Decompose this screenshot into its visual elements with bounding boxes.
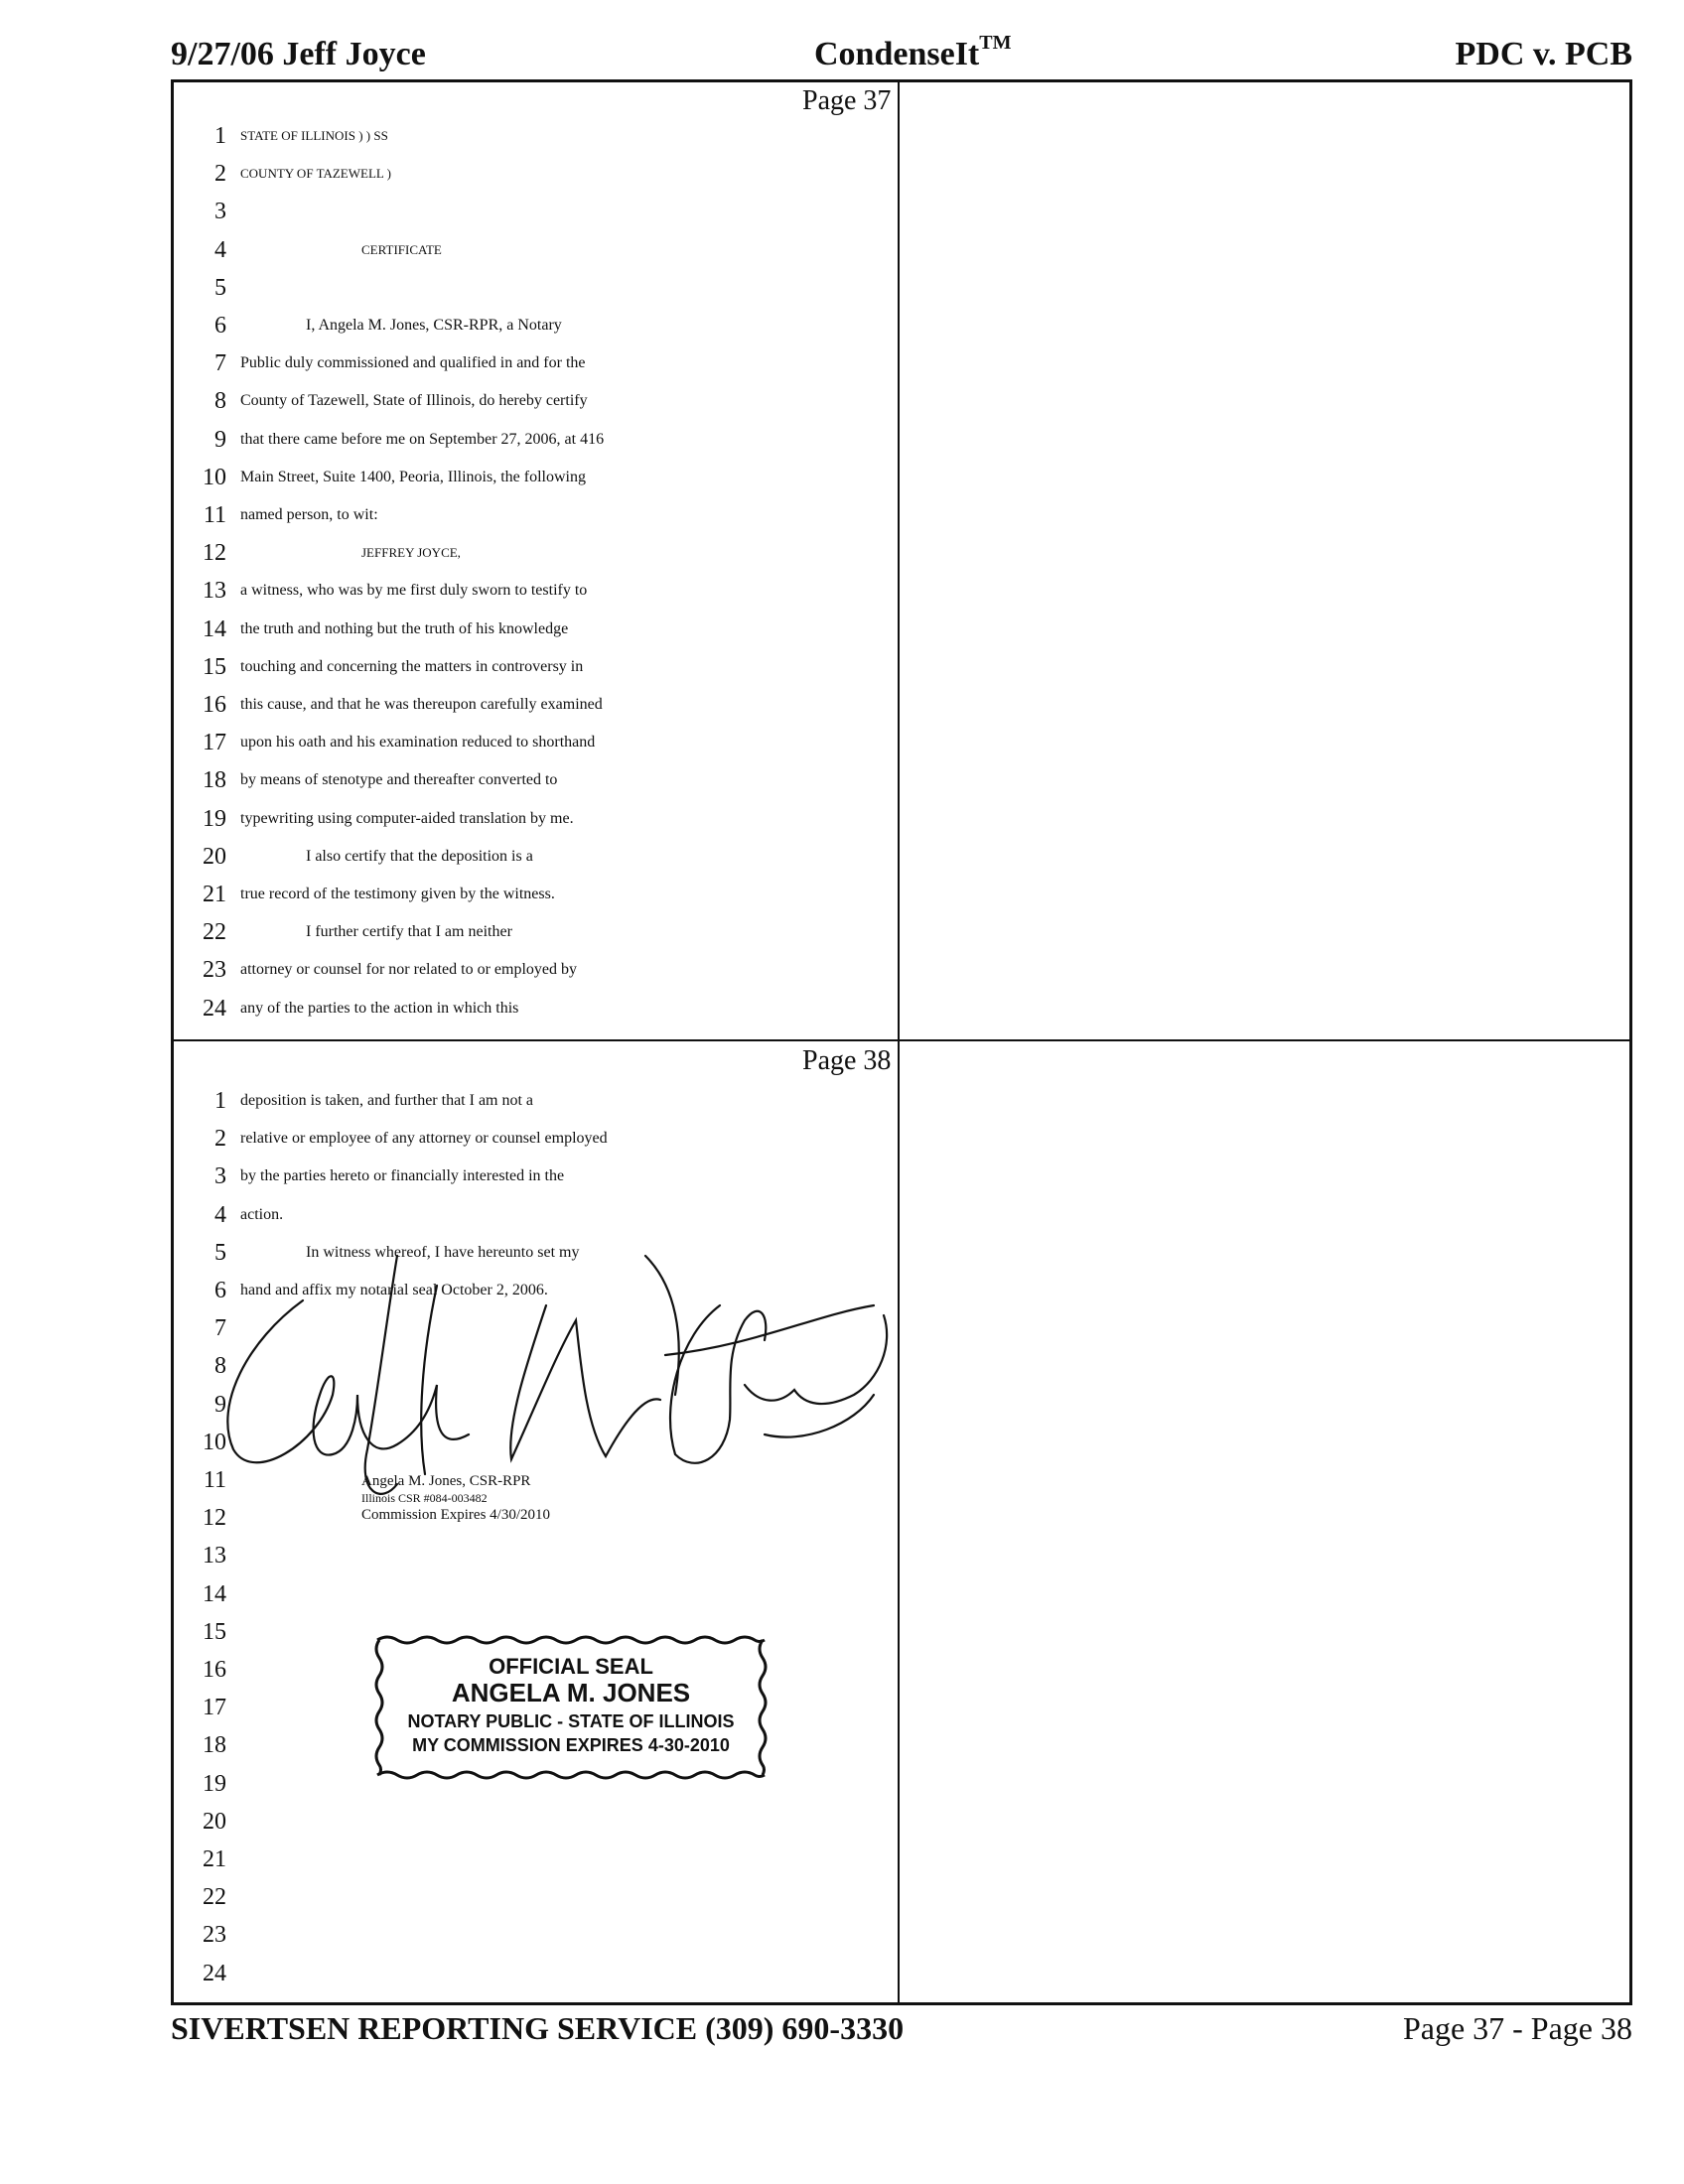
line-text: I also certify that the deposition is a: [306, 847, 533, 865]
line-number: 15: [203, 653, 226, 680]
line-text: by the parties hereto or financially interested in the: [240, 1167, 565, 1185]
line-number: 11: [203, 502, 226, 528]
line-number: 23: [203, 957, 226, 984]
line-number: 24: [203, 1960, 226, 1986]
line-number: 20: [203, 843, 226, 870]
line-text: that there came before me on September 27, 2006, at 416: [240, 430, 605, 448]
seal-line-2: ANGELA M. JONES: [451, 1678, 691, 1707]
signer-name: Angela M. Jones, CSR-RPR: [361, 1473, 531, 1489]
line-number: 22: [203, 1884, 226, 1911]
line-text: typewriting using computer-aided translation by me.: [240, 809, 574, 827]
seal-line-3: NOTARY PUBLIC - STATE OF ILLINOIS: [407, 1711, 735, 1731]
line-text: hand and affix my notarial seal October 2, 2006.: [240, 1282, 548, 1298]
line-number: 9: [214, 1391, 226, 1418]
header-date-name: 9/27/06 Jeff Joyce: [171, 36, 426, 72]
page-divider: [171, 1039, 1632, 1041]
line-text: I, Angela M. Jones, CSR-RPR, a Notary: [306, 317, 562, 334]
handwritten-signature: [209, 1246, 894, 1524]
line-number: 11: [203, 1467, 226, 1493]
line-text: action.: [240, 1205, 284, 1223]
line-number: 3: [214, 199, 226, 225]
line-number: 22: [203, 919, 226, 946]
line-number: 2: [214, 161, 226, 188]
column-divider: [898, 79, 900, 2005]
footer-service: SIVERTSEN REPORTING SERVICE (309) 690-3330: [171, 2010, 905, 2046]
line-number: 2: [214, 1126, 226, 1153]
line-number: 13: [203, 578, 226, 605]
line-text: COUNTY OF TAZEWELL ): [240, 166, 391, 182]
line-number: 10: [203, 1429, 226, 1455]
line-number: 5: [214, 1239, 226, 1266]
line-number: 20: [203, 1808, 226, 1835]
line-number: 18: [203, 767, 226, 794]
notary-seal-stamp: [373, 1634, 769, 1781]
line-text: deposition is taken, and further that I am not a: [240, 1092, 534, 1109]
line-text: touching and concerning the matters in controversy in: [240, 657, 584, 675]
line-number: 17: [203, 1695, 226, 1721]
line-number: 14: [203, 1580, 226, 1607]
line-number: 6: [214, 313, 226, 339]
line-text: STATE OF ILLINOIS ) ) SS: [240, 128, 388, 143]
line-text: In witness whereof, I have hereunto set my: [306, 1243, 580, 1261]
line-number: 17: [203, 730, 226, 756]
line-text: relative or employee of any attorney or counsel employed: [240, 1130, 608, 1148]
seal-line-4: MY COMMISSION EXPIRES 4-30-2010: [412, 1735, 730, 1755]
line-text: CERTIFICATE: [361, 241, 442, 257]
line-text: Public duly commissioned and qualified in and for the: [240, 354, 586, 372]
line-number: 9: [214, 426, 226, 453]
line-number: 1: [214, 1088, 226, 1114]
line-text: by means of stenotype and thereafter converted to: [240, 771, 558, 789]
line-number: 13: [203, 1543, 226, 1570]
signature-block: [361, 1473, 550, 1524]
line-text: JEFFREY JOYCE,: [361, 545, 461, 561]
line-number: 19: [203, 1770, 226, 1797]
line-number: 14: [203, 615, 226, 642]
line-number: 3: [214, 1163, 226, 1190]
line-number: 18: [203, 1732, 226, 1759]
line-number: 7: [214, 1315, 226, 1342]
line-number: 12: [203, 1505, 226, 1532]
line-number: 8: [214, 1353, 226, 1380]
line-text: true record of the testimony given by the witness.: [240, 886, 555, 902]
line-text: Main Street, Suite 1400, Peoria, Illinois, the following: [240, 468, 586, 485]
line-text: I further certify that I am neither: [306, 923, 512, 941]
line-number: 1: [214, 123, 226, 149]
line-number: 4: [214, 236, 226, 263]
line-text: County of Tazewell, State of Illinois, do hereby certify: [240, 392, 588, 410]
line-number: 7: [214, 350, 226, 377]
line-number: 5: [214, 274, 226, 301]
page-37-label: Page 37: [802, 85, 892, 116]
line-number: 16: [203, 1657, 226, 1683]
line-number: 6: [214, 1278, 226, 1303]
footer-page-range: Page 37 - Page 38: [1402, 2010, 1632, 2046]
line-text: named person, to wit:: [240, 506, 378, 523]
header-product-name: CondenseIt: [814, 36, 980, 72]
header-case: PDC v. PCB: [1455, 36, 1632, 72]
line-text: upon his oath and his examination reduced to shorthand: [240, 734, 596, 751]
page-38-label: Page 38: [802, 1045, 892, 1076]
line-number: 23: [203, 1922, 226, 1949]
line-text: attorney or counsel for nor related to or employed by: [240, 961, 577, 979]
line-number: 21: [203, 1846, 226, 1872]
line-text: the truth and nothing but the truth of his knowledge: [240, 619, 569, 637]
line-number: 12: [203, 540, 226, 567]
line-text: any of the parties to the action in which this: [240, 999, 519, 1017]
signer-license: Illinois CSR #084-003482: [361, 1491, 488, 1505]
seal-line-1: OFFICIAL SEAL: [489, 1654, 653, 1679]
header-product: [814, 32, 1012, 79]
signer-commission: Commission Expires 4/30/2010: [361, 1507, 551, 1523]
trademark-mark: TM: [979, 32, 1012, 54]
line-number: 19: [203, 805, 226, 832]
line-number: 21: [203, 882, 226, 907]
line-text: this cause, and that he was thereupon carefully examined: [240, 696, 603, 713]
line-text: a witness, who was by me first duly sworn to testify to: [240, 582, 588, 600]
line-number: 4: [214, 1201, 226, 1228]
line-number: 10: [203, 464, 226, 490]
line-number: 24: [203, 995, 226, 1022]
line-number: 16: [203, 692, 226, 718]
line-number: 8: [214, 388, 226, 415]
line-number: 15: [203, 1618, 226, 1645]
